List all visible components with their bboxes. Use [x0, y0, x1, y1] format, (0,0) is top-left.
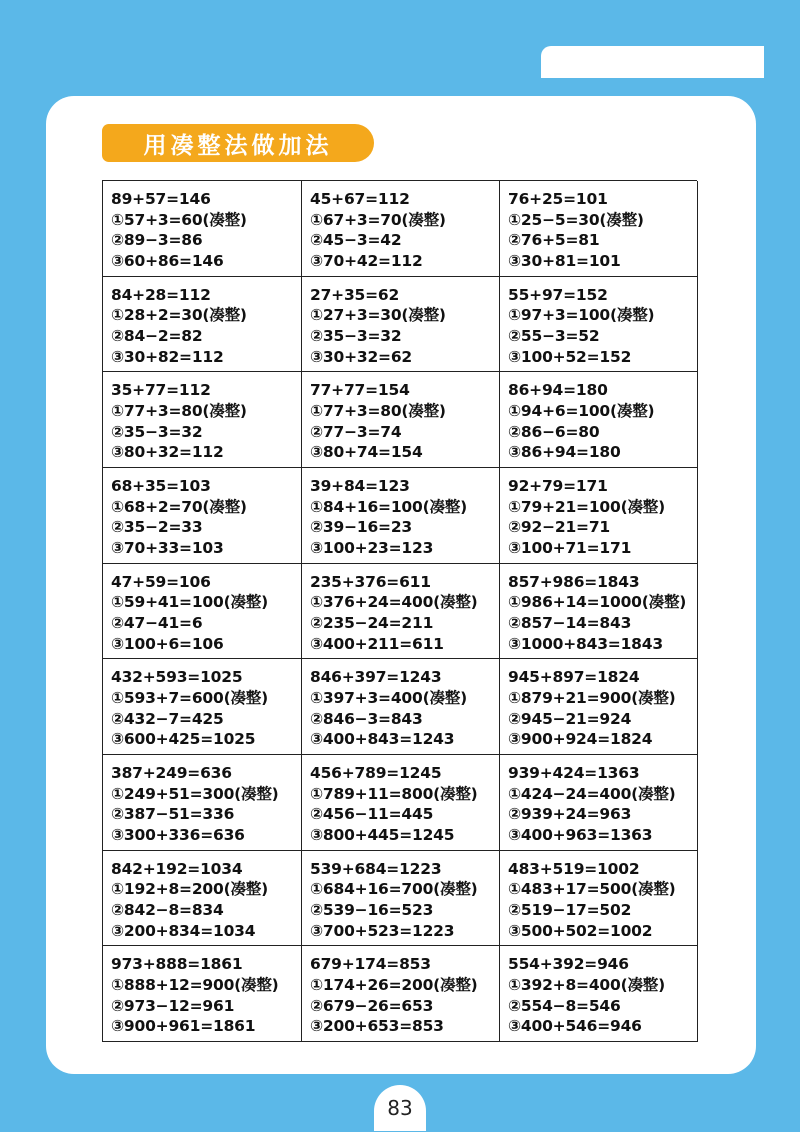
step-three: ③400+843=1243: [310, 730, 455, 749]
step-one: ①192+8=200(凑整): [111, 880, 268, 899]
equation: 89+57=146: [111, 190, 211, 208]
step-three: ③80+32=112: [111, 443, 224, 462]
equation: 846+397=1243: [310, 668, 442, 687]
step-three: ③70+33=103: [111, 539, 224, 558]
step-three: ③400+211=611: [310, 634, 444, 653]
equation: 432+593=1025: [111, 668, 243, 687]
step-three: ③900+924=1824: [508, 730, 653, 749]
step-three: ③500+502=1002: [508, 921, 653, 940]
step-two: ②39−16=23: [310, 518, 413, 537]
step-two: ②846−3=843: [310, 709, 423, 728]
step-three: ③900+961=1861: [111, 1017, 256, 1036]
step-one: ①77+3=80(凑整): [111, 402, 247, 421]
step-one: ①392+8=400(凑整): [508, 976, 665, 995]
problem-cell: [103, 181, 302, 277]
step-two: ②77−3=74: [310, 422, 402, 441]
equation: 679+174=853: [310, 955, 431, 974]
equation: 842+192=1034: [111, 859, 243, 878]
step-two: ②945−21=924: [508, 709, 632, 728]
equation: 973+888=1861: [111, 955, 243, 974]
problem-cell: [302, 851, 500, 947]
step-two: ②35−2=33: [111, 518, 203, 537]
step-two: ②539−16=523: [310, 901, 434, 920]
step-one: ①68+2=70(凑整): [111, 497, 247, 516]
step-three: ③200+653=853: [310, 1017, 444, 1036]
step-two: ②432−7=425: [111, 709, 224, 728]
step-two: ②89−3=86: [111, 231, 203, 250]
step-one: ①684+16=700(凑整): [310, 880, 478, 899]
page-number-tab: [374, 1085, 426, 1131]
problem-cell: [103, 564, 302, 660]
step-two: ②939+24=963: [508, 805, 632, 824]
step-one: ①97+3=100(凑整): [508, 306, 655, 325]
problem-cell: [302, 277, 500, 373]
problem-cell: [500, 946, 698, 1042]
problem-cell: [500, 372, 698, 468]
problem-cell: [500, 659, 698, 755]
problem-cell: [500, 851, 698, 947]
problem-cell: [500, 468, 698, 564]
problem-cell: [302, 372, 500, 468]
problem-cell: [500, 181, 698, 277]
step-two: ②456−11=445: [310, 805, 434, 824]
problem-cell: [103, 372, 302, 468]
equation: 387+249=636: [111, 763, 232, 782]
step-one: ①888+12=900(凑整): [111, 976, 279, 995]
equation: 39+84=123: [310, 476, 410, 495]
step-two: ②55−3=52: [508, 327, 600, 346]
problem-cell: [302, 946, 500, 1042]
step-two: ②76+5=81: [508, 231, 600, 250]
step-two: ②554−8=546: [508, 996, 621, 1015]
step-one: ①397+3=400(凑整): [310, 689, 467, 708]
equation: 35+77=112: [111, 381, 211, 400]
step-three: ③600+425=1025: [111, 730, 256, 749]
step-one: ①249+51=300(凑整): [111, 784, 279, 803]
step-two: ②857−14=843: [508, 614, 632, 633]
equation: 92+79=171: [508, 476, 608, 495]
step-three: ③700+523=1223: [310, 921, 455, 940]
step-one: ①67+3=70(凑整): [310, 210, 446, 229]
page-number: 83: [387, 1096, 413, 1120]
step-two: ②45−3=42: [310, 231, 402, 250]
section-title: 用凑整法做加法: [143, 132, 333, 159]
step-one: ①986+14=1000(凑整): [508, 593, 687, 612]
step-three: ③30+32=62: [310, 347, 413, 366]
problem-cell: [302, 564, 500, 660]
step-two: ②86−6=80: [508, 422, 600, 441]
equation: 27+35=62: [310, 285, 400, 304]
step-two: ②92−21=71: [508, 518, 611, 537]
step-three: ③80+74=154: [310, 443, 423, 462]
step-two: ②519−17=502: [508, 901, 632, 920]
step-one: ①28+2=30(凑整): [111, 306, 247, 325]
step-two: ②47−41=6: [111, 614, 203, 633]
step-one: ①84+16=100(凑整): [310, 497, 467, 516]
step-three: ③100+71=171: [508, 539, 632, 558]
step-three: ③800+445=1245: [310, 826, 455, 845]
problem-cell: [500, 277, 698, 373]
step-one: ①57+3=60(凑整): [111, 210, 247, 229]
equation: 86+94=180: [508, 381, 608, 400]
step-three: ③70+42=112: [310, 252, 423, 271]
step-three: ③30+82=112: [111, 347, 224, 366]
equation: 554+392=946: [508, 955, 629, 974]
step-three: ③300+336=636: [111, 826, 245, 845]
equation: 945+897=1824: [508, 668, 640, 687]
equation: 45+67=112: [310, 190, 410, 208]
equation: 47+59=106: [111, 572, 211, 591]
step-two: ②235−24=211: [310, 614, 434, 633]
step-one: ①59+41=100(凑整): [111, 593, 268, 612]
problem-cell: [302, 755, 500, 851]
equation: 76+25=101: [508, 190, 608, 208]
problem-cell: [500, 755, 698, 851]
step-one: ①593+7=600(凑整): [111, 689, 268, 708]
step-three: ③30+81=101: [508, 252, 621, 271]
equation: 77+77=154: [310, 381, 410, 400]
equation: 68+35=103: [111, 476, 211, 495]
step-two: ②842−8=834: [111, 901, 224, 920]
section-title-banner: [102, 124, 374, 162]
step-two: ②679−26=653: [310, 996, 434, 1015]
step-three: ③1000+843=1843: [508, 634, 663, 653]
step-one: ①376+24=400(凑整): [310, 593, 478, 612]
step-three: ③100+6=106: [111, 634, 224, 653]
step-three: ③400+963=1363: [508, 826, 653, 845]
step-two: ②973−12=961: [111, 996, 235, 1015]
step-three: ③200+834=1034: [111, 921, 256, 940]
equation: 857+986=1843: [508, 572, 640, 591]
step-three: ③100+23=123: [310, 539, 434, 558]
equation: 84+28=112: [111, 285, 211, 304]
step-two: ②35−3=32: [111, 422, 203, 441]
step-one: ①174+26=200(凑整): [310, 976, 478, 995]
step-one: ①424−24=400(凑整): [508, 784, 676, 803]
equation: 483+519=1002: [508, 859, 640, 878]
problem-cell: [302, 181, 500, 277]
step-three: ③86+94=180: [508, 443, 621, 462]
step-one: ①94+6=100(凑整): [508, 402, 655, 421]
equation: 55+97=152: [508, 285, 608, 304]
problem-grid: [102, 180, 697, 1042]
step-three: ③400+546=946: [508, 1017, 642, 1036]
equation: 456+789=1245: [310, 763, 442, 782]
step-two: ②387−51=336: [111, 805, 235, 824]
step-two: ②84−2=82: [111, 327, 203, 346]
problem-cell: [103, 851, 302, 947]
step-one: ①789+11=800(凑整): [310, 784, 478, 803]
problem-cell: [500, 564, 698, 660]
equation: 235+376=611: [310, 572, 431, 591]
step-one: ①25−5=30(凑整): [508, 210, 644, 229]
step-one: ①879+21=900(凑整): [508, 689, 676, 708]
equation: 539+684=1223: [310, 859, 442, 878]
step-two: ②35−3=32: [310, 327, 402, 346]
problem-cell: [302, 659, 500, 755]
problem-cell: [103, 946, 302, 1042]
step-one: ①77+3=80(凑整): [310, 402, 446, 421]
step-three: ③60+86=146: [111, 252, 224, 271]
step-three: ③100+52=152: [508, 347, 632, 366]
problem-cell: [103, 659, 302, 755]
problem-cell: [103, 468, 302, 564]
step-one: ①483+17=500(凑整): [508, 880, 676, 899]
problem-cell: [302, 468, 500, 564]
equation: 939+424=1363: [508, 763, 640, 782]
step-one: ①79+21=100(凑整): [508, 497, 665, 516]
step-one: ①27+3=30(凑整): [310, 306, 446, 325]
problem-cell: [103, 755, 302, 851]
problem-cell: [103, 277, 302, 373]
header-tab-decoration: [541, 46, 764, 78]
